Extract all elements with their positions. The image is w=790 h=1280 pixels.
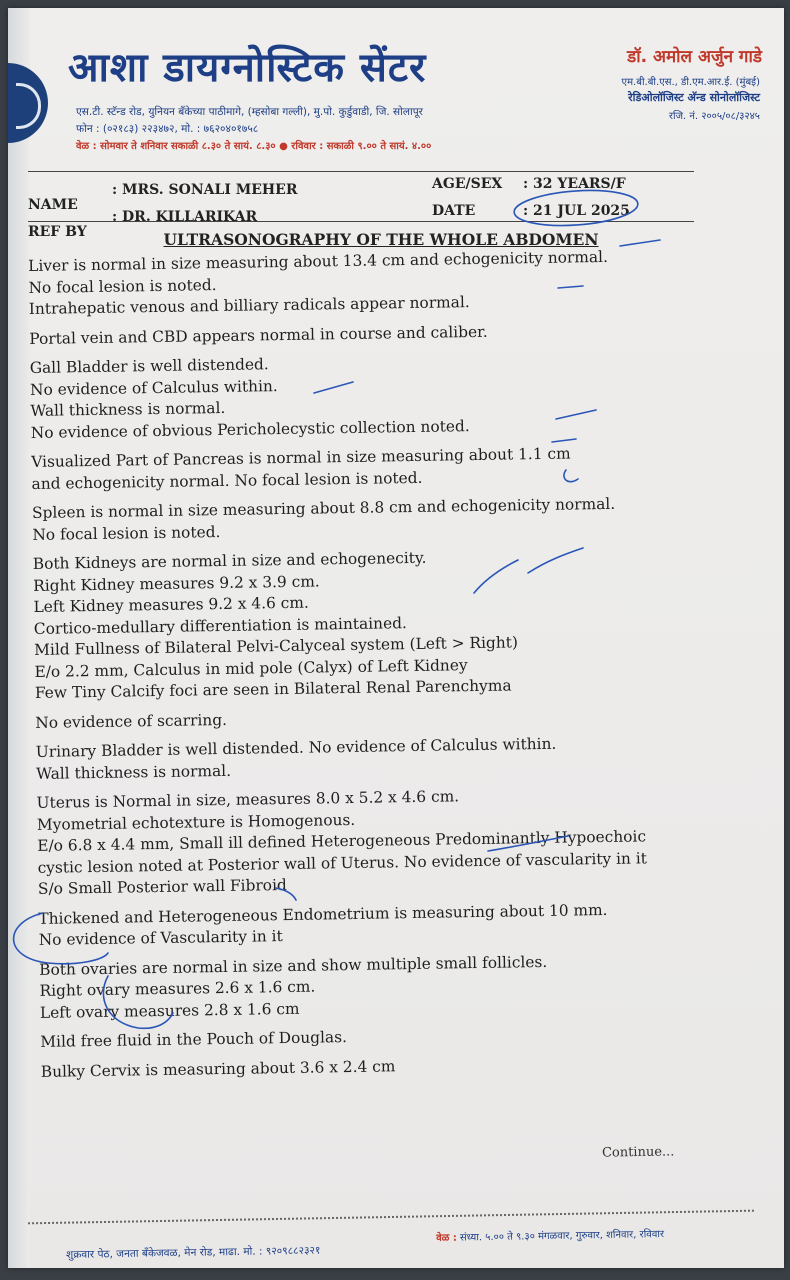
ref-doctor: : DR. KILLARIKAR xyxy=(112,209,258,225)
finding-line: Myometrial echotexture is Homogenous. xyxy=(36,810,356,834)
page-edge xyxy=(8,8,30,1268)
finding-line: No focal lesion is noted. xyxy=(28,275,217,297)
age-sex-label: AGE/SEX xyxy=(432,176,503,192)
age-sex-value: : 32 YEARS/F xyxy=(523,176,626,192)
finding-line: S/o Small Posterior wall Fibroid xyxy=(37,876,287,898)
report-date: : 21 JUL 2025 xyxy=(523,203,630,219)
finding-line: Portal vein and CBD appears normal in course and caliber. xyxy=(29,322,488,348)
finding-line: Thickened and Heterogeneous Endometrium is measuring about 10 mm. xyxy=(38,900,608,928)
doctor-role: रेडिओलॉजिस्ट अ‍ॅन्ड सोनोलॉजिस्ट xyxy=(628,91,760,104)
lab-phone: फोन : (०२१८३) २२३४७२, मो. : ७६२०४०१७५८ xyxy=(76,123,259,135)
finding-line: No evidence of scarring. xyxy=(35,710,228,732)
finding-line: Both ovaries are normal in size and show multiple small follicles. xyxy=(39,952,548,979)
finding-line: Uterus is Normal in size, measures 8.0 x 5.2 x 4.6 cm. xyxy=(36,787,460,812)
header-rule-top xyxy=(28,171,694,172)
finding-line: Bulky Cervix is measuring about 3.6 x 2.4 cm xyxy=(40,1056,396,1081)
finding-line: Left ovary measures 2.8 x 1.6 cm xyxy=(39,999,300,1022)
finding-line: Mild Fullness of Bilateral Pelvi-Calyceal system (Left > Right) xyxy=(34,633,519,659)
header-rule-bottom xyxy=(28,221,694,222)
finding-line: Visualized Part of Pancreas is normal in size measuring about 1.1 cm xyxy=(31,444,571,471)
finding-line: Cortico-medullary differentiation is maintained. xyxy=(33,613,407,638)
finding-line: No focal lesion is noted. xyxy=(32,522,221,544)
finding-line: Right Kidney measures 9.2 x 3.9 cm. xyxy=(33,571,320,595)
finding-line: No evidence of Vascularity in it xyxy=(38,927,283,949)
footer-dotted-rule xyxy=(28,1210,754,1225)
doctor-qualification: एम.बी.बी.एस., डी.एम.आर.ई. (मुंबई) xyxy=(621,77,760,88)
finding-line: Wall thickness is normal. xyxy=(30,398,226,420)
lab-logo xyxy=(8,63,48,143)
finding-line: cystic lesion noted at Posterior wall of Uterus. No evidence of vascularity in it xyxy=(37,848,648,877)
finding-line: Liver is normal in size measuring about 13.4 cm and echogenicity normal. xyxy=(28,247,609,275)
footer-timing xyxy=(436,1226,664,1244)
report-paper xyxy=(8,8,784,1268)
lab-address: एस.टी. स्टॅन्ड रोड, युनियन बँकेच्या पाठीमागे, (म्हसोबा गल्ली), मु.पो. कुर्डुवाडी, जि. सोलापूर xyxy=(76,106,423,118)
findings-body xyxy=(28,245,741,1083)
report-title: ULTRASONOGRAPHY OF THE WHOLE ABDOMEN xyxy=(163,230,599,249)
doctor-name: डॉ. अमोल अर्जुन गाडे xyxy=(627,47,762,67)
finding-line: Mild free fluid in the Pouch of Douglas. xyxy=(40,1028,348,1051)
patient-name: : MRS. SONALI MEHER xyxy=(112,182,298,198)
finding-line: Intrahepatic venous and billiary radicals appear normal. xyxy=(28,293,470,318)
doctor-registration: रजि. नं. २००५/०८/३२४५ xyxy=(668,111,760,122)
footer-timing-text: संध्या. ५.०० ते ९.३० मंगळवार, गुरुवार, शनिवार, रविवार xyxy=(459,1229,665,1244)
footer-timing-label: वेळ : xyxy=(436,1232,457,1244)
finding-line: Right ovary measures 2.6 x 1.6 cm. xyxy=(39,977,316,1000)
finding-line: E/o 2.2 mm, Calculus in mid pole (Calyx) of Left Kidney xyxy=(34,655,468,681)
date-label: DATE xyxy=(432,203,476,219)
finding-line: E/o 6.8 x 4.4 mm, Small ill defined Heterogeneous Predominantly Hypoechoic xyxy=(37,827,647,855)
lab-name: आशा डायग्नोस्टिक सेंटर xyxy=(68,45,427,91)
finding-line: Left Kidney measures 9.2 x 4.6 cm. xyxy=(33,593,309,616)
logo-mark xyxy=(16,83,41,129)
finding-line: Both Kidneys are normal in size and echogenecity. xyxy=(32,548,427,573)
finding-line: Wall thickness is normal. xyxy=(35,761,232,783)
finding-line: Spleen is normal in size measuring about 8.8 cm and echogenicity normal. xyxy=(31,494,616,522)
name-label: NAME xyxy=(28,197,78,213)
finding-line: No evidence of obvious Pericholecystic collection noted. xyxy=(30,416,470,442)
finding-line: Gall Bladder is well distended. xyxy=(29,355,269,377)
finding-line: Urinary Bladder is well distended. No evidence of Calculus within. xyxy=(35,734,557,761)
finding-line: No evidence of Calculus within. xyxy=(29,376,278,399)
footer-address: शुक्रवार पेठ, जनता बँकेजवळ, मेन रोड, माढा. मो. : ९२०९८८२३२१ xyxy=(66,1244,321,1261)
ref-label: REF BY xyxy=(28,224,87,240)
finding-line: Few Tiny Calcify foci are seen in Bilateral Renal Parenchyma xyxy=(34,676,512,702)
lab-timing: वेळ : सोमवार ते शनिवार सकाळी ८.३० ते सायं. ८.३० ● रविवार : सकाळी ९.०० ते सायं. ४.०० xyxy=(76,141,432,152)
continue-note: Continue... xyxy=(601,1144,675,1161)
finding-line: and echogenicity normal. No focal lesion is noted. xyxy=(31,468,423,493)
